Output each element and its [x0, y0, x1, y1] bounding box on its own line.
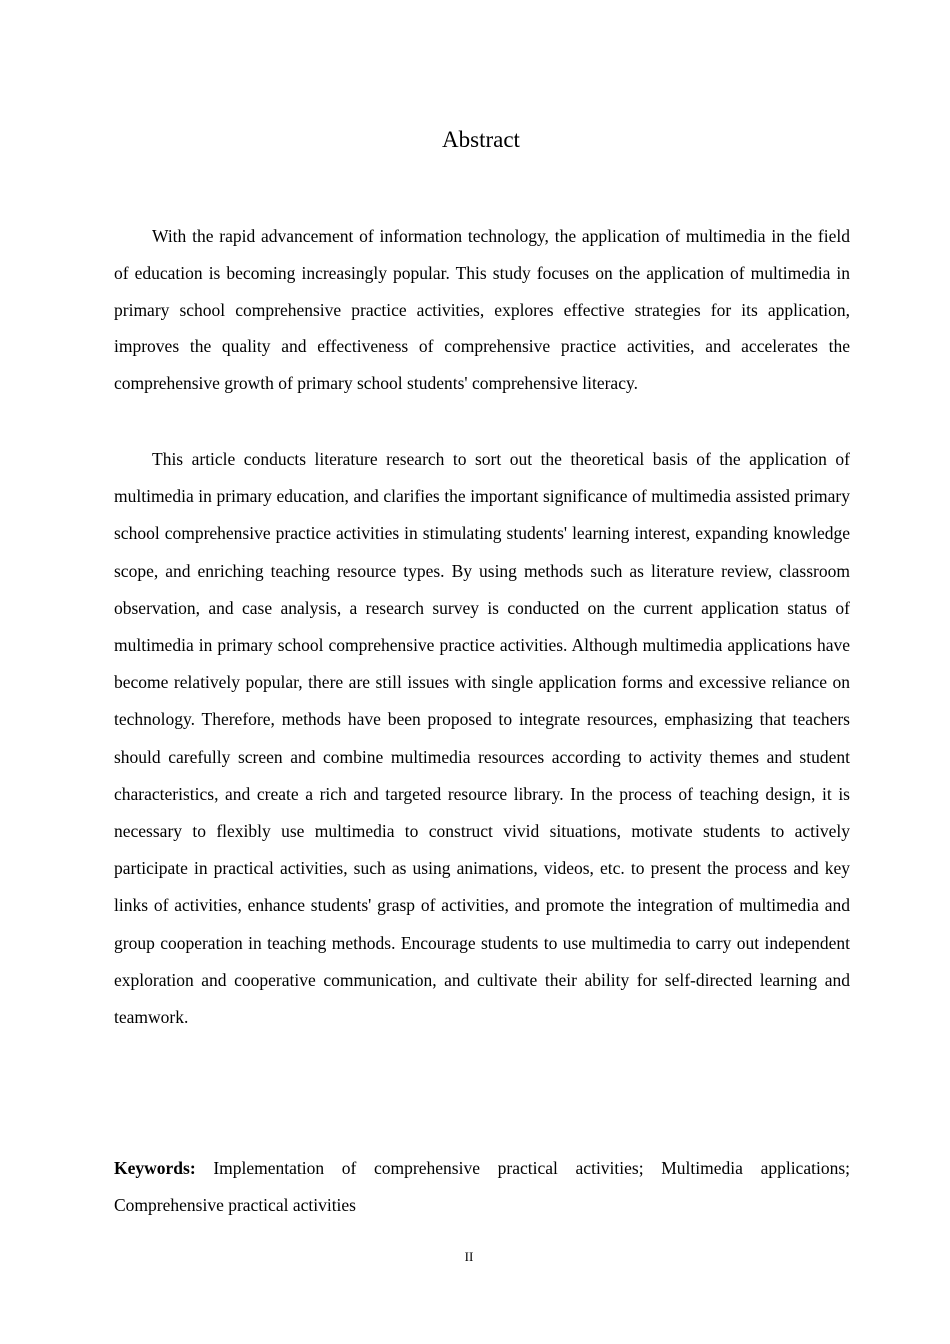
- page-number: II: [464, 1249, 474, 1264]
- page-title: Abstract: [442, 127, 520, 152]
- abstract-paragraph-2: This article conducts literature research to sort out the theoretical basis of the application of multimedia in primary education, and clarifies the important significance of multimedia assisted primary school comprehensive practice activities in stimulating students' learning interest, expanding knowledge scope, and enriching teaching resource types. By using methods such as literature review, classroom observation, and case analysis, a research survey is conducted on the current application status of multimedia in primary school comprehensive practice activities. Although multimedia applications have become relatively popular, there are still issues with single application forms and excessive reliance on technology. Therefore, methods have been proposed to integrate resources, emphasizing that teachers should carefully screen and combine multimedia resources according to activity themes and student characteristics, and create a rich and targeted resource library. In the process of teaching design, it is necessary to flexibly use multimedia to construct vivid situations, motivate students to actively participate in practical activities, such as using animations, videos, etc. to present the process and key links of activities, enhance students' grasp of activities, and promote the integration of multimedia and group cooperation in teaching methods. Encourage students to use multimedia to carry out independent exploration and cooperative communication, and cultivate their ability for self-directed learning and teamwork.: [114, 449, 850, 1028]
- keywords-label: Keywords:: [114, 1158, 196, 1178]
- keywords-line: [114, 1150, 850, 1223]
- keywords-text: Implementation of comprehensive practical activities; Multimedia applications; Comprehensive practical activities: [114, 1158, 850, 1215]
- abstract-paragraph-1: With the rapid advancement of information technology, the application of multimedia in the field of education is becoming increasingly popular. This study focuses on the application of multimedia in primary school comprehensive practice activities, explores effective strategies for its application, improves the quality and effectiveness of comprehensive practice activities, and accelerates the comprehensive growth of primary school students' comprehensive literacy.: [114, 226, 850, 394]
